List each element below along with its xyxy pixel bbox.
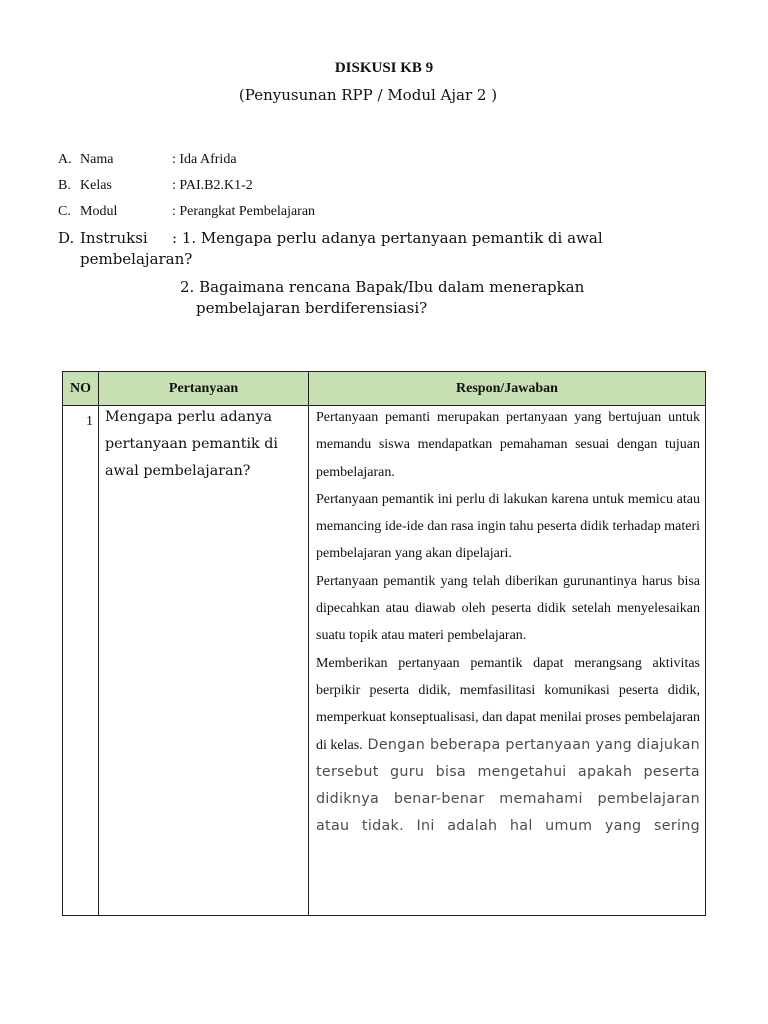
header-no: NO (63, 372, 99, 406)
info-label: Nama (80, 152, 114, 167)
document-subtitle: (Penyusunan RPP / Modul Ajar 2 ) (238, 86, 498, 104)
instruction-question-1: : 1. Mengapa perlu adanya pertanyaan pemantik di awal (172, 229, 603, 247)
answer-paragraph: Pertanyaan pemantik yang telah diberikan gurunantinya harus bisa dipecahkan atau diawab oleh peserta didik setelah menyelesaikan suatu topik atau materi pembelajaran. (316, 573, 700, 644)
header-respon: Respon/Jawaban (309, 372, 705, 406)
info-letter: C. (58, 204, 71, 219)
info-label: Modul (80, 204, 118, 219)
instruction-question-1-continued: pembelajaran? (80, 250, 193, 268)
document-title: DISKUSI KB 9 (334, 60, 434, 76)
info-value: : Ida Afrida (172, 152, 237, 167)
answer-paragraph-part: Memberikan pertanyaan pemantik dapat merangsang aktivitas berpikir peserta didik, memfasilitasi komunikasi peserta didik, memperkuat konseptualisasi, dan dapat menilai proses pembelajaran di kelas. (316, 655, 700, 753)
info-value: : Perangkat Pembelajaran (172, 204, 316, 219)
instruction-question-2-continued: pembelajaran berdiferensiasi? (196, 299, 428, 317)
instruction-question-2: 2. Bagaimana rencana Bapak/Ibu dalam menerapkan (180, 278, 585, 296)
discussion-table (62, 371, 706, 916)
info-value: : PAI.B2.K1-2 (172, 178, 253, 193)
question-text: Mengapa perlu adanya pertanyaan pemantik di awal pembelajaran? (105, 409, 278, 479)
answer-paragraph-continued: Dengan beberapa pertanyaan yang diajukan tersebut guru bisa mengetahui apakah peserta didiknya benar-benar memahami pembelajaran atau tidak. Ini adalah hal umum yang sering (316, 736, 700, 835)
info-letter: A. (58, 152, 72, 167)
answer-paragraph: Pertanyaan pemantik ini perlu di lakukan karena untuk memicu atau memancing ide-ide dan rasa ingin tahu peserta didik terhadap materi pembelajaran yang akan dipelajari. (316, 491, 700, 562)
info-letter: B. (58, 178, 71, 193)
answer-paragraph: Pertanyaan pemanti merupakan pertanyaan yang bertujuan untuk memandu siswa mendapatkan pemahaman sesuai dengan tujuan pembelajaran. (316, 410, 700, 480)
info-letter: D. (58, 229, 75, 247)
info-label: Instruksi (80, 229, 148, 247)
answer-text (316, 404, 700, 841)
column-no (63, 406, 99, 915)
answer-paragraph (316, 650, 700, 841)
info-label: Kelas (80, 178, 112, 193)
header-pertanyaan: Pertanyaan (99, 372, 309, 406)
row-number: 1 (86, 414, 93, 429)
